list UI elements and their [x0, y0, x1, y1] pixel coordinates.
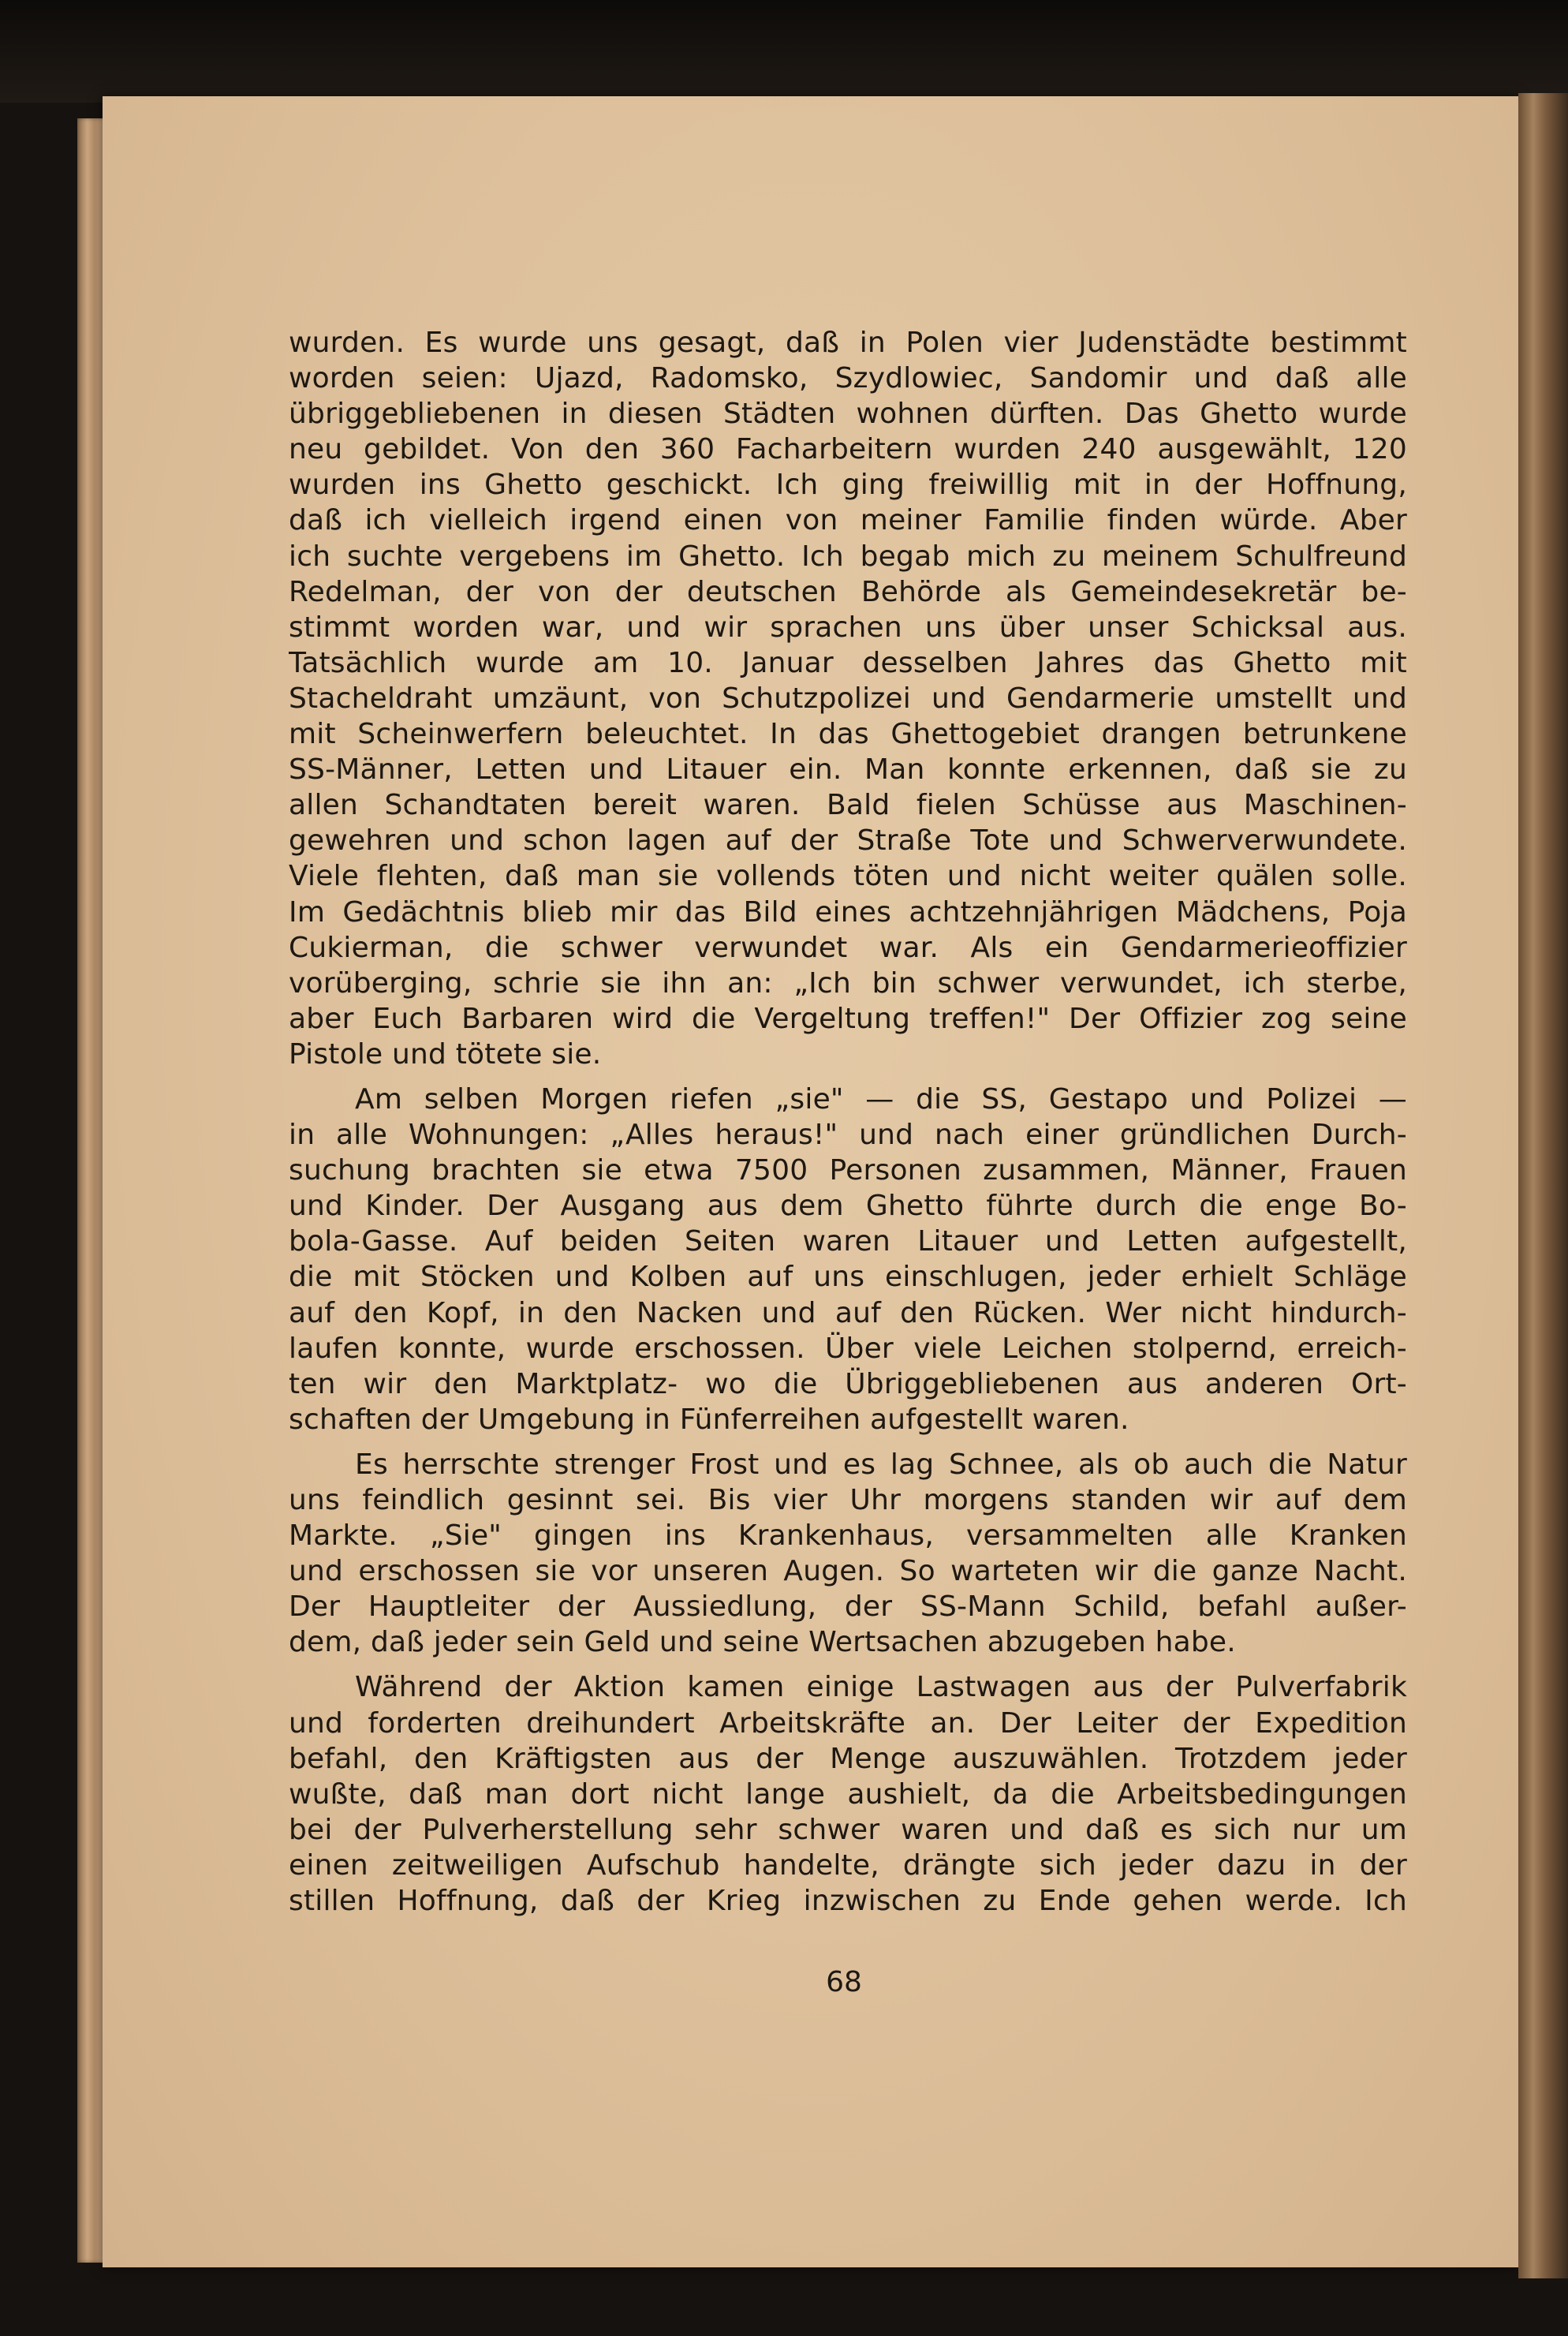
- text-line: auf den Kopf, in den Nacken und auf den Rücken. Wer nicht hindurch-: [289, 1296, 1407, 1329]
- text-line: wurden ins Ghetto geschickt. Ich ging freiwillig mit in der Hoffnung,: [289, 469, 1407, 502]
- text-line: gewehren und schon lagen auf der Straße Tote und Schwerverwundete.: [289, 824, 1407, 858]
- text-line: übriggebliebenen in diesen Städten wohnen dürften. Das Ghetto wurde: [289, 398, 1407, 431]
- text-line: Am selben Morgen riefen „sie" — die SS, Gestapo und Polizei —: [355, 1082, 1407, 1116]
- text-line: und forderten dreihundert Arbeitskräfte an. Der Leiter der Expedition: [289, 1706, 1407, 1740]
- body-text: [289, 325, 1407, 1919]
- text-line: worden seien: Ujazd, Radomsko, Szydlowiec, Sandomir und daß alle: [289, 362, 1407, 395]
- text-line: und erschossen sie vor unseren Augen. So warteten wir die ganze Nacht.: [289, 1555, 1407, 1588]
- paragraph: [289, 325, 1407, 1072]
- text-line: stimmt worden war, und wir sprachen uns über unser Schicksal aus.: [289, 611, 1407, 644]
- text-line: suchung brachten sie etwa 7500 Personen zusammen, Männer, Frauen: [289, 1154, 1407, 1187]
- text-line: und Kinder. Der Ausgang aus dem Ghetto führte durch die enge Bo-: [289, 1190, 1407, 1223]
- text-line: Viele flehten, daß man sie vollends töten und nicht weiter quälen solle.: [289, 860, 1407, 893]
- text-line: aber Euch Barbaren wird die Vergeltung treffen!" Der Offizier zog seine: [289, 1002, 1407, 1035]
- text-line: neu gebildet. Von den 360 Facharbeitern wurden 240 ausgewählt, 120: [289, 433, 1407, 466]
- text-line: vorüberging, schrie sie ihn an: „Ich bin schwer verwundet, ich sterbe,: [289, 966, 1407, 1000]
- text-line: Cukierman, die schwer verwundet war. Als ein Gendarmerieoffizier: [289, 931, 1407, 964]
- text-line: stillen Hoffnung, daß der Krieg inzwischen zu Ende gehen werde. Ich: [289, 1885, 1407, 1918]
- paragraph: [289, 1447, 1407, 1661]
- text-line: allen Schandtaten bereit waren. Bald fielen Schüsse aus Maschinen-: [289, 789, 1407, 822]
- page-stack-edge: [77, 118, 106, 2263]
- text-line: uns feindlich gesinnt sei. Bis vier Uhr morgens standen wir auf dem: [289, 1484, 1407, 1516]
- text-line: ich suchte vergebens im Ghetto. Ich begab mich zu meinem Schulfreund: [289, 540, 1407, 573]
- text-line: mit Scheinwerfern beleuchtet. In das Ghettogebiet drangen betrunkene: [289, 718, 1407, 751]
- text-line: die mit Stöcken und Kolben auf uns einschlugen, jeder erhielt Schläge: [289, 1261, 1407, 1294]
- scan-background: [0, 0, 1568, 103]
- text-line: laufen konnte, wurde erschossen. Über viele Leichen stolpernd, erreich-: [289, 1332, 1407, 1365]
- text-line: Redelman, der von der deutschen Behörde als Gemeindesekretär be-: [289, 575, 1407, 608]
- text-line: bola-Gasse. Auf beiden Seiten waren Litauer und Letten aufgestellt,: [289, 1225, 1407, 1258]
- text-line: Im Gedächtnis blieb mir das Bild eines achtzehnjährigen Mädchens, Poja: [289, 895, 1407, 929]
- text-line: Markte. „Sie" gingen ins Krankenhaus, versammelten alle Kranken: [289, 1519, 1407, 1553]
- text-line: ten wir den Marktplatz- wo die Übriggebliebenen aus anderen Ort-: [289, 1367, 1407, 1400]
- text-line: in alle Wohnungen: „Alles heraus!" und nach einer gründlichen Durch-: [289, 1119, 1407, 1152]
- text-line: Stacheldraht umzäunt, von Schutzpolizei und Gendarmerie umstellt und: [289, 682, 1407, 715]
- text-line: wußte, daß man dort nicht lange aushielt, da die Arbeitsbedingungen: [289, 1777, 1407, 1811]
- text-line: Pistole und tötete sie.: [289, 1037, 602, 1071]
- text-line: daß ich vielleich irgend einen von meiner Familie finden würde. Aber: [289, 504, 1407, 537]
- paragraph: [289, 1669, 1407, 1919]
- text-line: SS-Männer, Letten und Litauer ein. Man konnte erkennen, daß sie zu: [289, 753, 1407, 787]
- text-line: Während der Aktion kamen einige Lastwagen aus der Pulverfabrik: [355, 1671, 1407, 1704]
- text-line: befahl, den Kräftigsten aus der Menge auszuwählen. Trotzdem jeder: [289, 1742, 1407, 1775]
- text-line: dem, daß jeder sein Geld und seine Wertsachen abzugeben habe.: [289, 1626, 1236, 1659]
- text-line: Tatsächlich wurde am 10. Januar desselben Jahres das Ghetto mit: [289, 646, 1407, 679]
- text-line: einen zeitweiligen Aufschub handelte, drängte sich jeder dazu in der: [289, 1848, 1407, 1882]
- facing-page-edge: [1518, 93, 1568, 2278]
- text-line: wurden. Es wurde uns gesagt, daß in Polen vier Judenstädte bestimmt: [289, 327, 1407, 359]
- text-line: Es herrschte strenger Frost und es lag Schnee, als ob auch die Natur: [355, 1448, 1407, 1481]
- text-line: schaften der Umgebung in Fünferreihen aufgestellt waren.: [289, 1403, 1129, 1436]
- text-line: bei der Pulverherstellung sehr schwer waren und daß es sich nur um: [289, 1813, 1407, 1846]
- paragraph: [289, 1082, 1407, 1437]
- page-number: 68: [826, 1966, 862, 1998]
- text-line: Der Hauptleiter der Aussiedlung, der SS-Mann Schild, befahl außer-: [289, 1590, 1407, 1624]
